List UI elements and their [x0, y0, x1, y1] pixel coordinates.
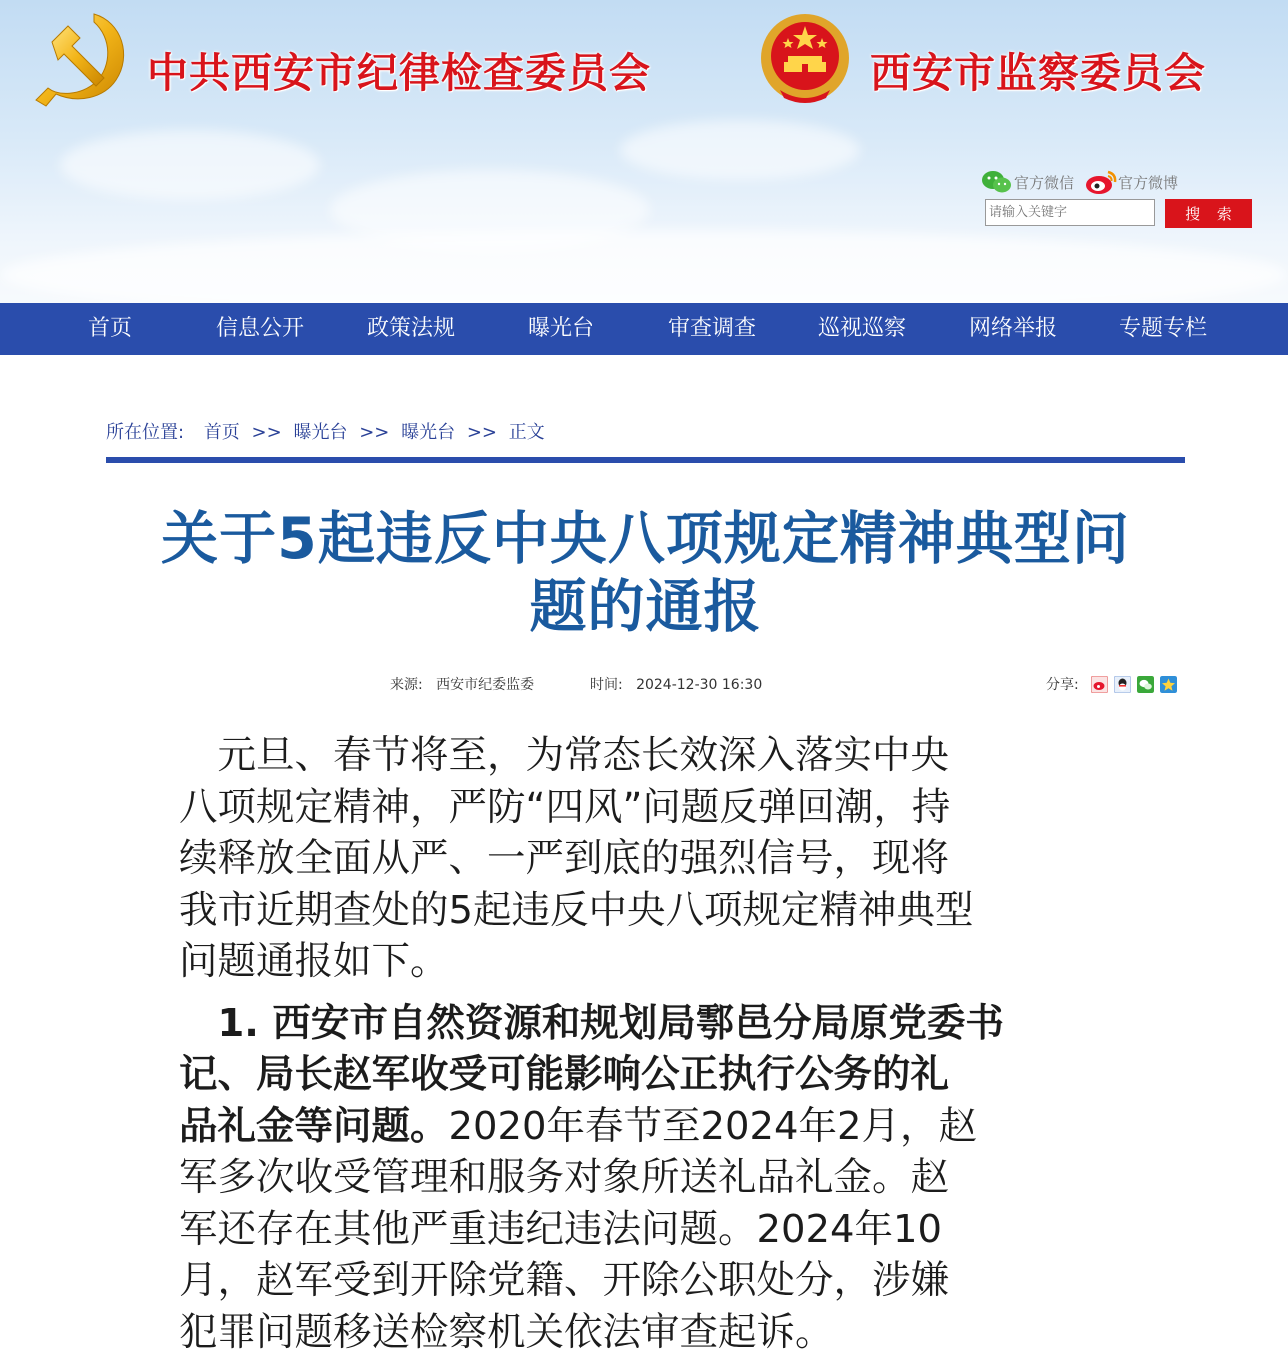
- time-label: 时间:: [590, 677, 623, 693]
- nav-item-online-report[interactable]: 网络举报: [968, 316, 1058, 341]
- nav-item-info-disclosure[interactable]: 信息公开: [215, 316, 305, 341]
- breadcrumb-separator: >>: [466, 422, 497, 443]
- party-emblem-icon: [32, 8, 132, 112]
- nav-item-special-topics[interactable]: 专题专栏: [1118, 316, 1208, 341]
- share-wechat-icon[interactable]: [1137, 676, 1154, 693]
- paragraph-line: 军多次收受管理和服务对象所送礼品礼金。赵: [179, 1155, 950, 1200]
- share-bar: [1046, 674, 1177, 694]
- share-qzone-icon[interactable]: [1160, 676, 1177, 693]
- paragraph-line: 军还存在其他严重违纪违法问题。2024年10: [179, 1206, 942, 1252]
- search-input[interactable]: [985, 199, 1155, 226]
- breadcrumb-exposure-sub[interactable]: 曝光台: [401, 422, 456, 443]
- national-emblem-icon: [758, 12, 852, 108]
- breadcrumb-separator: >>: [359, 422, 390, 443]
- paragraph-line: 我市近期查处的5起违反中央八项规定精神典型: [179, 887, 974, 933]
- share-weibo-icon[interactable]: [1091, 676, 1108, 693]
- nav-item-inspection[interactable]: 巡视巡察: [817, 316, 907, 341]
- paragraph-line: 问题通报如下。: [179, 939, 449, 984]
- breadcrumb-home[interactable]: 首页: [203, 422, 240, 443]
- nav-item-exposure[interactable]: 曝光台: [527, 316, 595, 341]
- wechat-label[interactable]: 官方微信: [1014, 173, 1075, 192]
- case-heading-line: 记、局长赵军收受可能影响公正执行公务的礼: [179, 1052, 950, 1097]
- paragraph-line: 八项规定精神，严防“四风”问题反弹回潮，持: [179, 784, 951, 830]
- source-value: 西安市纪委监委: [436, 677, 535, 693]
- breadcrumb-exposure[interactable]: 曝光台: [293, 422, 348, 443]
- weibo-label[interactable]: 官方微博: [1118, 173, 1179, 192]
- paragraph-line: 月，赵军受到开除党籍、开除公职处分，涉嫌: [179, 1258, 950, 1303]
- breadcrumb-current: 正文: [508, 422, 545, 443]
- share-qq-icon[interactable]: [1114, 676, 1131, 693]
- time-value: 2024-12-30 16:30: [636, 677, 763, 693]
- article-paragraph-1: [179, 730, 1114, 988]
- breadcrumb-divider: [106, 457, 1185, 463]
- wechat-icon[interactable]: [980, 168, 1014, 196]
- site-header: [0, 0, 1288, 303]
- nav-item-investigation[interactable]: 审查调查: [667, 316, 757, 341]
- case-heading-line: 品礼金等问题。: [179, 1103, 449, 1149]
- share-label: 分享:: [1046, 677, 1079, 693]
- case-heading-line: 1. 西安市自然资源和规划局鄠邑分局原党委书: [179, 1000, 1004, 1046]
- source-label: 来源:: [390, 677, 423, 693]
- paragraph-line: 续释放全面从严、一严到底的强烈信号，现将: [179, 836, 950, 881]
- paragraph-line: 元旦、春节将至，为常态长效深入落实中央: [179, 733, 950, 778]
- org-name-discipline-commission: 中共西安市纪律检查委员会: [147, 49, 651, 97]
- breadcrumb-label: 所在位置:: [106, 422, 185, 443]
- main-nav: [0, 303, 1288, 355]
- search-button[interactable]: 搜 索: [1165, 199, 1252, 228]
- org-name-supervisory-commission: 西安市监察委员会: [870, 49, 1206, 97]
- article-source: [390, 674, 534, 694]
- article-title-line-1: 关于5起违反中央八项规定精神典型问: [161, 506, 1130, 572]
- article-title: [106, 505, 1185, 641]
- article-body: [179, 730, 1114, 1368]
- article-time: [590, 674, 762, 694]
- nav-item-home[interactable]: 首页: [87, 316, 133, 341]
- social-links: [980, 168, 1188, 196]
- paragraph-line: 2020年春节至2024年2月，赵: [448, 1103, 977, 1149]
- weibo-icon[interactable]: [1084, 168, 1118, 196]
- breadcrumb: [106, 418, 545, 444]
- article-paragraph-2: [179, 998, 1114, 1359]
- breadcrumb-separator: >>: [251, 422, 282, 443]
- nav-item-policy[interactable]: 政策法规: [366, 316, 456, 341]
- cloud-decoration: [0, 230, 1288, 303]
- article-title-line-2: 题的通报: [529, 574, 762, 640]
- paragraph-line: 犯罪问题移送检察机关依法审查起诉。: [179, 1309, 834, 1355]
- cloud-decoration: [620, 120, 860, 180]
- cloud-decoration: [60, 130, 320, 200]
